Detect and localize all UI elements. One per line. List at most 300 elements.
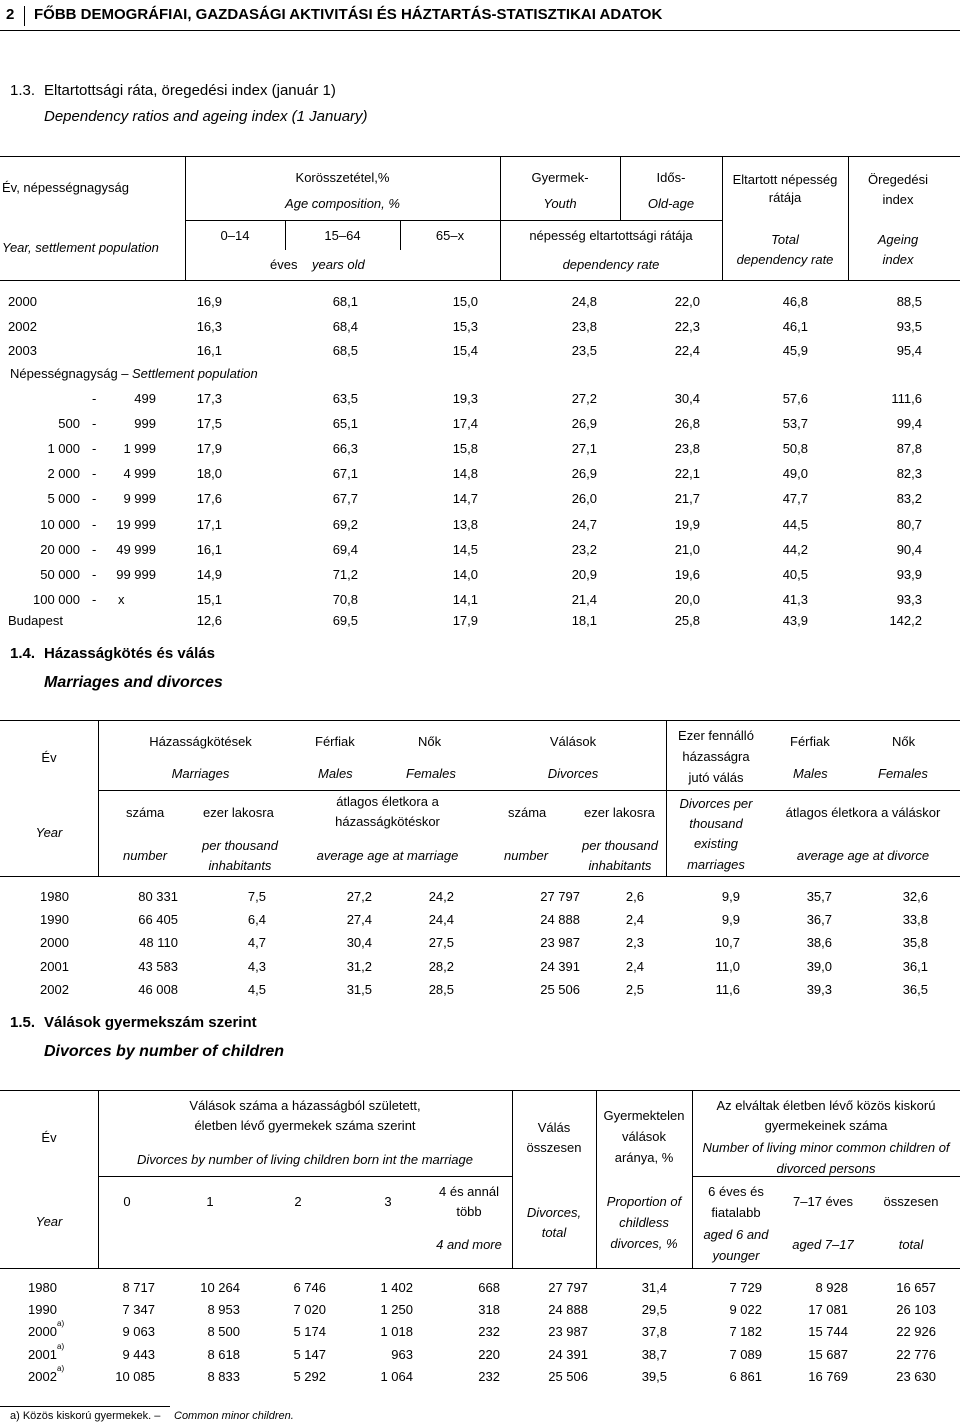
- table-cell: 25 506: [540, 981, 580, 997]
- table-cell: 5 147: [293, 1346, 326, 1362]
- table-cell: 24 391: [540, 958, 580, 974]
- table-cell: 33,8: [902, 912, 928, 928]
- t15-h-total-hu1: Válás: [537, 1120, 571, 1135]
- table-cell: 93,3: [896, 591, 922, 607]
- table-cell: 22 776: [896, 1346, 936, 1362]
- table-cell: 82,3: [896, 466, 922, 482]
- t13-h-year-en: Year, settlement population: [2, 240, 159, 255]
- table-cell: 7,5: [247, 889, 266, 904]
- table-cell: 35,8: [902, 935, 928, 951]
- t15-h-minor-en2: divorced persons: [776, 1161, 876, 1176]
- range-from: 20 000: [40, 541, 80, 557]
- t13-h-old-hu: Idős-: [656, 170, 686, 185]
- table-cell: 668: [478, 1280, 500, 1295]
- table-cell: 37,8: [641, 1324, 667, 1340]
- table-cell: 23 630: [896, 1368, 936, 1384]
- table-cell: 220: [478, 1346, 500, 1362]
- table-cell: 19,9: [674, 516, 700, 532]
- table-row-year: 2002: [40, 981, 69, 997]
- table-cell: 25,8: [674, 613, 700, 628]
- t14-h-szama-marr: száma: [126, 805, 165, 820]
- table-cell: 2,5: [625, 981, 644, 997]
- table-cell: 22 926: [896, 1324, 936, 1340]
- table-cell: 83,2: [896, 491, 922, 507]
- table-cell: 22,1: [674, 466, 700, 482]
- t13-settlement-label-hu: Népességnagyság –: [10, 366, 129, 381]
- t14-header-bottom-rule: [0, 876, 960, 877]
- table-cell: 11,6: [715, 981, 740, 997]
- table-cell: 41,3: [782, 591, 808, 607]
- t13-h-c014: 0–14: [220, 228, 250, 243]
- table-cell: 9 443: [122, 1346, 155, 1362]
- range-from: 100 000: [33, 591, 80, 607]
- table-cell: 95,4: [896, 343, 922, 358]
- t14-h-existing-hu3: jutó válás: [688, 770, 744, 785]
- t15-h-m717-en: aged 7–17: [792, 1237, 854, 1252]
- table-cell: 232: [478, 1324, 500, 1340]
- table-cell: 1 018: [380, 1324, 413, 1340]
- table-cell: 31,4: [641, 1280, 667, 1295]
- page-header-title: FŐBB DEMOGRÁFIAI, GAZDASÁGI AKTIVITÁSI ÉS HÁZTARTÁS-STATISZTIKAI ADATOK: [34, 6, 663, 23]
- table-cell: 6 746: [293, 1280, 326, 1295]
- table-cell: 12,6: [196, 613, 222, 628]
- t14-h-per1-div: per thousand: [582, 838, 658, 853]
- t15-h-m6-en2: younger: [712, 1248, 760, 1263]
- table-cell: 43,9: [782, 613, 808, 628]
- t13-h-age-en: Age composition, %: [285, 196, 400, 211]
- table-cell: 67,1: [332, 466, 358, 482]
- t14-h-nok-marr: Nők: [418, 734, 442, 749]
- t14-h-existing-hu1: Ezer fennálló: [678, 728, 754, 743]
- t15-footnote-en: Common minor children.: [174, 1410, 294, 1422]
- t14-h-szama-div: száma: [508, 805, 547, 820]
- t14-h-ezer-div: ezer lakosra: [584, 805, 655, 820]
- table-cell: 24,7: [571, 516, 597, 532]
- t13-h-ageing-hu1: Öregedési: [868, 172, 928, 187]
- t14-h-males-marr: Males: [318, 766, 353, 781]
- t13-h-year-hu: Év, népességnagyság: [2, 180, 129, 195]
- table-cell: 32,6: [902, 889, 928, 904]
- t13-h-total-en1: Total: [771, 232, 799, 247]
- table-cell: 67,7: [332, 491, 358, 507]
- table-cell: 2,6: [625, 889, 644, 904]
- t15-h-childless-en1: Proportion of: [606, 1194, 682, 1209]
- table-cell: 19,6: [674, 566, 700, 582]
- page-number: 2: [6, 6, 15, 23]
- table-cell: 23 987: [548, 1324, 588, 1340]
- t14-h-number-marr: number: [123, 848, 168, 863]
- t14-h-avg-div-en: average age at divorce: [796, 848, 930, 863]
- t14-h-div-en: Divorces: [547, 766, 599, 781]
- table-cell: 7 182: [729, 1324, 762, 1340]
- table-cell: 8 618: [207, 1346, 240, 1362]
- range-from: 10 000: [40, 516, 80, 532]
- table-cell: 69,5: [332, 613, 358, 628]
- t15-h-childless-en2: childless: [619, 1215, 669, 1230]
- t13-h-c1564: 15–64: [324, 228, 361, 243]
- t13-h-dep-en: dependency rate: [562, 257, 660, 272]
- footnote-marker: a): [57, 1363, 65, 1373]
- t15-title-en: Divorces by number of children: [44, 1043, 285, 1060]
- header-rule: [0, 30, 960, 31]
- table-row-year: 2002: [8, 318, 37, 334]
- t13-h-youth-en: Youth: [543, 196, 577, 211]
- t13-h-old-en: Old-age: [647, 196, 695, 211]
- table-cell: 68,5: [332, 343, 358, 358]
- t15-h-ev: Év: [41, 1130, 57, 1145]
- range-dash: -: [92, 516, 97, 532]
- t14-h-avg-div-hu: átlagos életkora a váláskor: [785, 805, 941, 820]
- table-cell: 8 833: [207, 1368, 240, 1384]
- table-cell: 17,6: [196, 491, 222, 507]
- t13-h-eves: éves: [270, 257, 298, 272]
- range-dash: -: [92, 416, 97, 432]
- table-cell: 16 657: [896, 1280, 936, 1295]
- t14-h-per1-marr: per thousand: [202, 838, 278, 853]
- t14-h-existing-en2: thousand: [689, 816, 743, 831]
- t14-sub-rule: [98, 790, 960, 791]
- table-cell: 46,8: [782, 294, 808, 309]
- table-row-year: 2001: [40, 958, 69, 974]
- table-cell: 71,2: [332, 566, 358, 582]
- table-cell: 20,0: [674, 591, 700, 607]
- t15-number: 1.5.: [10, 1014, 36, 1031]
- table-cell: 23,2: [571, 541, 597, 557]
- t15-h-total-en2: total: [541, 1225, 567, 1240]
- table-cell: 963: [391, 1346, 413, 1362]
- t15-h-m6-en1: aged 6 and: [703, 1227, 769, 1242]
- t15-h-childless-hu2: válások: [621, 1129, 667, 1144]
- table-cell: 38,6: [806, 935, 832, 951]
- table-cell: 99,4: [896, 416, 922, 432]
- t13-h-ageing-en1: Ageing: [877, 232, 919, 247]
- table-cell: 28,5: [428, 981, 454, 997]
- table-row-year: 1980: [28, 1280, 57, 1295]
- range-dash: -: [92, 491, 97, 507]
- table-cell: 36,7: [806, 912, 832, 928]
- t14-number: 1.4.: [10, 645, 36, 662]
- table-cell: 69,2: [332, 516, 358, 532]
- table-cell: 16 769: [808, 1368, 848, 1384]
- range-to: 999: [134, 416, 156, 432]
- table-cell: 15,0: [452, 294, 478, 309]
- t13-settlement-label-en: Settlement population: [132, 366, 258, 381]
- range-to: 49 999: [116, 541, 156, 557]
- table-cell: 14,0: [452, 566, 478, 582]
- table-cell: 8 717: [122, 1280, 155, 1295]
- table-cell: 7 089: [729, 1346, 762, 1362]
- t13-h-total-en2: dependency rate: [736, 252, 834, 267]
- table-cell: 80 331: [138, 889, 178, 904]
- table-cell: 24 888: [548, 1302, 588, 1318]
- table-cell: 20,9: [571, 566, 597, 582]
- table-cell: 26,0: [571, 491, 597, 507]
- table-cell: 21,4: [571, 591, 597, 607]
- table-cell: 30,4: [346, 935, 372, 951]
- t15-h-children-en: Divorces by number of living children born int the marriage: [137, 1152, 473, 1167]
- table-cell: 31,2: [346, 958, 372, 974]
- t15-h-c4-hu1: 4 és annál: [439, 1184, 499, 1199]
- t14-h-nok-div: Nők: [892, 734, 916, 749]
- t13-h-years-old: years old: [312, 257, 365, 272]
- table-cell: 14,7: [452, 491, 478, 507]
- t13-title-hu: Eltartottsági ráta, öregedési index (január 1): [44, 82, 336, 99]
- table-cell: 27,1: [571, 441, 597, 457]
- table-cell: 7 347: [122, 1302, 155, 1318]
- table-cell: 27 797: [540, 889, 580, 904]
- table-cell: 19,3: [452, 391, 478, 406]
- range-dash: -: [92, 566, 97, 582]
- table-cell: 10 264: [200, 1280, 240, 1295]
- table-cell: 2,3: [625, 935, 644, 951]
- t15-h-minor-hu1: Az elváltak életben lévő közös kiskorú: [716, 1098, 936, 1113]
- t14-title-hu: Házasságkötés és válás: [44, 645, 215, 662]
- table-cell: 16,1: [196, 541, 222, 557]
- table-cell: 9,9: [721, 912, 740, 928]
- table-cell: 14,5: [452, 541, 478, 557]
- t14-h-existing-en3: existing: [693, 836, 739, 851]
- table-cell: 10,7: [714, 935, 740, 951]
- table-cell: 38,7: [641, 1346, 667, 1362]
- table-cell: 2,4: [625, 958, 644, 974]
- t14-h-div-hu: Válások: [549, 734, 597, 749]
- table-cell: 28,2: [428, 958, 454, 974]
- table-cell: 232: [478, 1368, 500, 1384]
- table-cell: 23,5: [571, 343, 597, 358]
- table-cell: 31,5: [346, 981, 372, 997]
- table-cell: 44,5: [782, 516, 808, 532]
- table-cell: 18,1: [571, 613, 597, 628]
- t14-title-en: Marriages and divorces: [44, 674, 223, 691]
- table-row-year: 2002: [28, 1368, 57, 1384]
- table-cell: 30,4: [674, 391, 700, 406]
- t14-h-marr-en: Marriages: [171, 766, 230, 781]
- table-cell: 1 064: [380, 1368, 413, 1384]
- table-row-year: 2000: [8, 294, 37, 309]
- header-divider: [24, 6, 25, 26]
- table-cell: 88,5: [896, 294, 922, 309]
- t15-h-childless-hu1: Gyermektelen: [603, 1108, 685, 1123]
- table-cell: 27,2: [346, 889, 372, 904]
- table-cell: 22,3: [674, 318, 700, 334]
- table-cell: 24,2: [428, 889, 454, 904]
- table-cell: 111,6: [891, 391, 922, 406]
- table-cell: 80,7: [896, 516, 922, 532]
- table-cell: 29,5: [641, 1302, 667, 1318]
- table-cell: 27,2: [571, 391, 597, 406]
- range-to: 99 999: [116, 566, 156, 582]
- table-cell: 22,4: [674, 343, 700, 358]
- table-cell: 22,0: [674, 294, 700, 309]
- t13-header-bottom-rule: [0, 280, 960, 281]
- table-cell: 17,5: [196, 416, 222, 432]
- table-cell: 21,0: [674, 541, 700, 557]
- t13-h-age-hu: Korösszetétel,%: [295, 170, 390, 185]
- table-cell: 90,4: [896, 541, 922, 557]
- table-cell: 66 405: [138, 912, 178, 928]
- range-dash: -: [92, 466, 97, 482]
- table-cell: 23,8: [571, 318, 597, 334]
- table-cell: 25 506: [548, 1368, 588, 1384]
- table-cell: 47,7: [782, 491, 808, 507]
- table-cell: 7 020: [293, 1302, 326, 1318]
- table-cell: 15 687: [808, 1346, 848, 1362]
- table-cell: 9,9: [721, 889, 740, 904]
- table-row-year: 2000: [28, 1324, 57, 1340]
- t14-h-ev: Év: [41, 750, 57, 765]
- range-dash: -: [92, 541, 97, 557]
- table-cell: 93,5: [896, 318, 922, 334]
- table-row-year: 2000: [40, 935, 69, 951]
- t15-h-c4-en: 4 and more: [436, 1237, 502, 1252]
- t13-h-ageing-hu2: index: [882, 192, 914, 207]
- table-cell: 23,8: [674, 441, 700, 457]
- t15-h-total-en1: Divorces,: [526, 1205, 582, 1220]
- table-cell: 48 110: [139, 935, 178, 951]
- table-cell: 16,9: [196, 294, 222, 309]
- table-cell: 26 103: [896, 1302, 936, 1318]
- table-cell: 15,1: [196, 591, 222, 607]
- table-cell: 10 085: [115, 1368, 155, 1384]
- table-cell: 18,0: [196, 466, 222, 482]
- t15-h-children-hu2: életben lévő gyermekek száma szerint: [194, 1118, 416, 1133]
- table-cell: 7 729: [729, 1280, 762, 1295]
- table-cell: 15 744: [808, 1324, 848, 1340]
- footnote-marker: a): [57, 1341, 65, 1351]
- budapest-label: Budapest: [8, 613, 63, 628]
- range-dash: -: [92, 391, 97, 406]
- range-to: 1 999: [123, 441, 156, 457]
- t14-h-number-div: number: [504, 848, 549, 863]
- table-cell: 15,3: [452, 318, 478, 334]
- table-cell: 43 583: [138, 958, 178, 974]
- t14-h-males-div: Males: [793, 766, 828, 781]
- table-cell: 4,7: [247, 935, 266, 951]
- table-cell: 6,4: [247, 912, 266, 928]
- table-cell: 16,1: [196, 343, 222, 358]
- range-from: 1 000: [47, 441, 80, 457]
- range-to: 4 999: [123, 466, 156, 482]
- footnote-rule: [0, 1406, 170, 1407]
- table-cell: 45,9: [782, 343, 808, 358]
- table-cell: 36,5: [902, 981, 928, 997]
- table-cell: 26,9: [571, 416, 597, 432]
- table-cell: 5 174: [293, 1324, 326, 1340]
- table-cell: 8 500: [207, 1324, 240, 1340]
- table-cell: 70,8: [332, 591, 358, 607]
- range-from: 500: [58, 416, 80, 432]
- t15-title-hu: Válások gyermekszám szerint: [44, 1014, 257, 1031]
- t15-h-m717-hu: 7–17 éves: [793, 1194, 853, 1209]
- range-from: 2 000: [47, 466, 80, 482]
- t15-h-total-hu2: összesen: [526, 1140, 582, 1155]
- table-cell: 24,8: [571, 294, 597, 309]
- range-dash: -: [92, 591, 97, 607]
- t14-h-avg-marr-hu1: átlagos életkora a: [336, 794, 439, 809]
- t13-number: 1.3.: [10, 82, 36, 99]
- table-cell: 6 861: [729, 1368, 762, 1384]
- table-cell: 17,9: [196, 441, 222, 457]
- t13-h-c65: 65–x: [435, 228, 465, 243]
- t13-h-total-hu: Eltartott népesség: [732, 172, 838, 187]
- t15-sub-rule: [692, 1176, 960, 1177]
- table-cell: 8 928: [815, 1280, 848, 1295]
- table-cell: 66,3: [332, 441, 358, 457]
- table-cell: 13,8: [452, 516, 478, 532]
- table-cell: 46,1: [782, 318, 808, 334]
- t15-col-divider: [98, 1090, 99, 1268]
- t14-h-avg-marr-hu2: házasságkötéskor: [335, 814, 440, 829]
- table-cell: 5 292: [293, 1368, 326, 1384]
- t14-h-ferfiak-div: Férfiak: [790, 734, 830, 749]
- table-cell: 14,9: [196, 566, 222, 582]
- range-to: 19 999: [116, 516, 156, 532]
- table-cell: 17 081: [808, 1302, 848, 1318]
- t15-h-mtot-hu: összesen: [883, 1194, 939, 1209]
- t14-h-ezer-marr: ezer lakosra: [203, 805, 274, 820]
- table-row-year: 1990: [28, 1302, 57, 1318]
- range-to: 9 999: [123, 491, 156, 507]
- t15-h-children-hu1: Válások száma a házasságból született,: [189, 1098, 421, 1113]
- table-cell: 23 987: [540, 935, 580, 951]
- range-from: 5 000: [47, 491, 80, 507]
- t14-h-ferfiak-marr: Férfiak: [315, 734, 355, 749]
- t14-h-avg-marr-en: average age at marriage: [316, 848, 459, 863]
- table-cell: 14,8: [452, 466, 478, 482]
- t15-h-c4-hu2: több: [456, 1204, 482, 1219]
- table-cell: 40,5: [782, 566, 808, 582]
- table-cell: 27 797: [548, 1280, 588, 1295]
- table-cell: 57,6: [782, 391, 808, 406]
- table-cell: 8 953: [207, 1302, 240, 1318]
- t14-top-rule: [0, 720, 960, 721]
- table-cell: 27,5: [428, 935, 454, 951]
- table-cell: 9 022: [729, 1302, 762, 1318]
- table-cell: 318: [478, 1302, 500, 1318]
- footnote-marker: a): [57, 1319, 65, 1329]
- t15-h-m6-hu2: fiatalabb: [711, 1205, 761, 1220]
- table-cell: 15,4: [452, 343, 478, 358]
- table-cell: 39,0: [806, 958, 832, 974]
- t15-h-childless-en3: divorces, %: [610, 1236, 678, 1251]
- t14-h-year: Year: [35, 825, 63, 840]
- table-cell: 93,9: [896, 566, 922, 582]
- t15-h-year: Year: [35, 1214, 63, 1229]
- table-cell: 26,8: [674, 416, 700, 432]
- table-cell: 68,1: [332, 294, 358, 309]
- t14-h-females-marr: Females: [406, 766, 456, 781]
- table-cell: 142,2: [889, 613, 922, 628]
- table-cell: 27,4: [346, 912, 372, 928]
- table-cell: 44,2: [782, 541, 808, 557]
- table-cell: 50,8: [782, 441, 808, 457]
- t15-h-mtot-en: total: [898, 1237, 924, 1252]
- table-cell: 53,7: [782, 416, 808, 432]
- table-cell: 26,9: [571, 466, 597, 482]
- t15-sub-rule: [98, 1176, 512, 1177]
- t13-h-dep-hu: népesség eltartottsági rátája: [529, 228, 693, 243]
- t15-h-c2: 2: [294, 1194, 302, 1209]
- table-cell: 16,3: [196, 318, 222, 334]
- table-cell: 4,5: [247, 981, 266, 997]
- t15-header-bottom-rule: [0, 1268, 960, 1269]
- t15-h-c3: 3: [384, 1194, 392, 1209]
- table-row-year: 2001: [28, 1346, 57, 1362]
- t14-h-existing-hu2: házasságra: [682, 749, 750, 764]
- table-cell: 46 008: [138, 981, 178, 997]
- table-cell: 49,0: [782, 466, 808, 482]
- t14-h-females-div: Females: [878, 766, 928, 781]
